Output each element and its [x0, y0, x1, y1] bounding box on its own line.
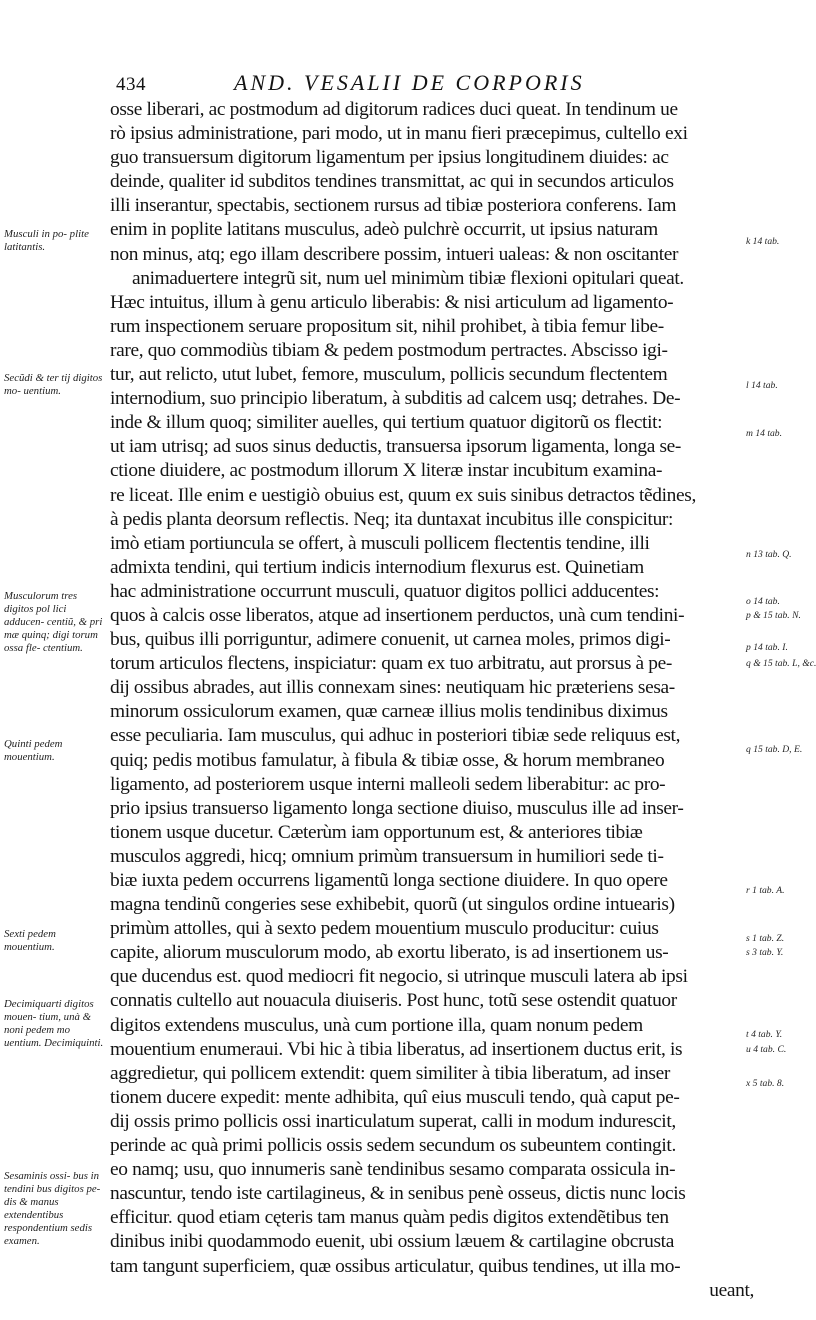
margin-note: Musculi in po- plite latitantis.	[4, 228, 89, 253]
text-line: rare, quo commodiùs tibiam & pedem postmodum pertractes. Abscisso igi-	[110, 339, 668, 361]
text-line: eo namq; usu, quo innumeris sanè tendinibus sesamo comparata ossicula in-	[110, 1159, 676, 1181]
text-line: dinibus inibi quodammodo euenit, ubi ossium læuem & cartilagine obcrusta	[110, 1231, 674, 1253]
text-line: guo transuersum digitorum ligamentum per ipsius longitudinem diuides: ac	[110, 147, 669, 169]
text-line: quiq; pedis motibus famulatur, à fibula & tibiæ osse, & horum membraneo	[110, 749, 665, 771]
page-number: 434	[116, 74, 146, 95]
text-line: dij ossibus abrades, aut illis connexam sines: neutiquam hic præteriens sesa-	[110, 677, 675, 699]
text-line: re liceat. Ille enim e uestigiò obuius est, quum ex suis sinibus detractos tẽdines,	[110, 484, 696, 506]
margin-reference: q 15 tab. D, E.	[746, 744, 803, 755]
body-text	[110, 98, 770, 1303]
margin-note: Musculorum tres digitos pol lici adducen- centiũ, & pri mæ quinq; digi torum ossa fle- ctentium.	[4, 590, 103, 654]
text-line: mouentium enumeraui. Vbi hic à tibia liberatus, ad insertionem ductus erit, is	[110, 1038, 683, 1060]
text-line: ligamento, ad posteriorem usque interni malleoli sedem liberabitur: ac pro-	[110, 773, 666, 795]
margin-note: Decimiquarti digitos mouen- tium, unà & noni pedem mo uentium. Decimiquinti.	[4, 998, 104, 1049]
margin-note: Quinti pedem mouentium.	[4, 738, 63, 763]
text-line: perinde ac quà primi pollicis ossis sedem secundum os subeuntem contingit.	[110, 1135, 676, 1157]
catchword: ueant,	[709, 1279, 754, 1301]
text-line: quos à calcis osse liberatos, atque ad insertionem perductos, unà cum tendini-	[110, 604, 685, 626]
text-line: osse liberari, ac postmodum ad digitorum radices duci queat. In tendinum ue	[110, 99, 678, 120]
text-line: tionem ducere expedit: mente adhibita, quî eius musculi tendo, quà caput pe-	[110, 1086, 680, 1108]
text-line: bus, quibus illi porriguntur, adimere conuenit, ut carnea moles, primos digi-	[110, 629, 671, 651]
text-line: non minus, atq; ego illam describere possim, intueri ualeas: & non oscitanter	[110, 243, 679, 265]
text-line: deinde, qualiter id subditos tendines transmittat, ac qui in secundos articulos	[110, 171, 674, 193]
text-line: efficitur. quod etiam cęteris tam manus quàm pedis digitos extendẽtibus ten	[110, 1207, 669, 1229]
text-line: prio ipsius transuerso ligamento longa sectione diuiso, musculus ille ad inser-	[110, 797, 684, 819]
text-line: admixta tendini, qui tertium indicis internodium flexurus est. Quinetiam	[110, 556, 644, 578]
margin-reference: q & 15 tab. L, &c.	[746, 658, 816, 669]
text-line: minorum ossiculorum examen, quæ carneæ illius molis tendinibus diximus	[110, 701, 668, 723]
text-line: rò ipsius administratione, pari modo, ut in manu fieri præcepimus, cultello exi	[110, 123, 688, 145]
text-line: capite, aliorum musculorum modo, ab exortu liberato, is ad insertionem us-	[110, 942, 669, 964]
margin-reference: k 14 tab.	[746, 236, 780, 247]
text-line: inde & illum quoq; similiter auelles, qui tertium quatuor digitorũ os flectit:	[110, 412, 663, 434]
text-line: nascuntur, tendo iste cartilagineus, & in senibus penè osseus, dictis nunc locis	[110, 1183, 686, 1205]
text-line: esse peculiaria. Iam musculus, qui adhuc in posteriori tibiæ sede reliquus est,	[110, 725, 681, 747]
margin-reference: x 5 tab. 8.	[746, 1078, 785, 1089]
text-line: rum inspectionem seruare propositum sit, nihil prohibet, à tibia femur libe-	[110, 315, 664, 337]
margin-reference: l 14 tab.	[746, 380, 778, 391]
text-line: animaduertere integrũ sit, num uel minimùm tibiæ flexioni opitulari queat.	[132, 267, 684, 289]
text-line: ctione diuidere, ac postmodum illorum X literæ instar incubitum examina-	[110, 460, 663, 482]
text-line: aggredietur, qui pollicem extendit: quem similiter à tibia liberatum, ad inser	[110, 1062, 670, 1084]
text-line: digitos extendens musculus, unà cum portione illa, quam nonum pedem	[110, 1014, 643, 1036]
margin-reference: o 14 tab.	[746, 596, 780, 607]
margin-reference: s 3 tab. Y.	[746, 947, 784, 958]
text-line: tam tangunt superficiem, quæ ossibus articulatur, quibus tendines, ut illa mo-	[110, 1255, 681, 1277]
running-title: AND. VESALII DE CORPORIS	[234, 70, 585, 95]
text-line: biæ iuxta pedem occurrens ligamentũ longa sectione diuidere. In quo opere	[110, 870, 668, 891]
text-line: dij ossis primo pollicis ossi inarticulatum superat, calli in modum indurescit,	[110, 1110, 676, 1132]
text-line: Hæc intuitus, illum à genu articulo liberabis: & nisi articulum ad ligamento-	[110, 291, 674, 313]
margin-reference: r 1 tab. A.	[746, 885, 785, 896]
text-line: musculos aggredi, hicq; omnium primùm transuersum in humiliori sede ti-	[110, 845, 664, 867]
text-line: tionem usque ducetur. Cæterùm iam opportunum est, & anteriores tibiæ	[110, 821, 643, 843]
margin-reference: n 13 tab. Q.	[746, 549, 792, 560]
text-line: magna tendinũ congeries sese exhibebit, quorũ (ut singulos ordine intuearis)	[110, 894, 675, 916]
text-line: tur, aut relicto, utut lubet, femore, musculum, pollicis secundum flectentem	[110, 364, 668, 386]
text-line: primùm attolles, qui à sexto pedem mouentium musculo producitur: cuius	[110, 918, 659, 940]
margin-note: Sexti pedem mouentium.	[4, 928, 56, 953]
margin-reference: u 4 tab. C.	[746, 1044, 787, 1055]
text-line: imò etiam portiuncula se offert, à musculi pollicem flectentis tendine, illi	[110, 532, 650, 554]
text-line: ut iam utrisq; ad suos sinus deductis, transuersa ipsorum ligamenta, longa se-	[110, 436, 682, 458]
text-line: que ducendus est. quod mediocri fit negocio, si utrinque musculi latera ab ipsi	[110, 966, 688, 988]
text-line: hac administratione occurrunt musculi, quatuor digitos pollici adducentes:	[110, 580, 660, 602]
margin-reference: p & 15 tab. N.	[746, 610, 801, 621]
text-line: connatis cultello aut nouacula diuiseris. Post hunc, totũ sese ostendit quatuor	[110, 990, 677, 1012]
text-line: à pedis planta deorsum reflectis. Neq; ita duntaxat incubitus ille conspicitur:	[110, 508, 674, 530]
text-line: illi inserantur, spectabis, sectionem rursus ad tibiæ posteriora conferens. Iam	[110, 195, 677, 217]
margin-note: Secũdi & ter tij digitos mo- uentium.	[4, 372, 103, 397]
margin-reference: s 1 tab. Z.	[746, 933, 785, 944]
text-line: enim in poplite latitans musculus, adeò pulchrè occurrit, ut ipsius naturam	[110, 219, 658, 241]
margin-reference: p 14 tab. I.	[746, 642, 788, 653]
text-line: internodium, suo principio liberatum, à subditis ad calcem usq; detrahes. De-	[110, 388, 681, 410]
margin-reference: m 14 tab.	[746, 428, 782, 439]
text-line: torum articulos flectens, inspiciatur: quam ex tuo arbitratu, aut prorsus à pe-	[110, 653, 672, 675]
margin-note: Sesaminis ossi- bus in tendini bus digitos pe- dis & manus extendentibus respondentium sedis examen.	[4, 1170, 101, 1247]
margin-reference: t 4 tab. Y.	[746, 1029, 783, 1040]
